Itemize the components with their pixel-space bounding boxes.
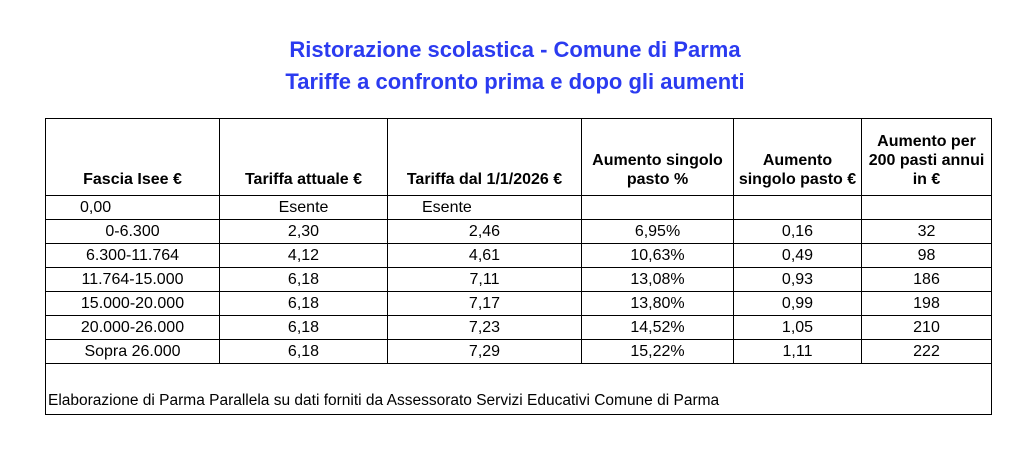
cell-fascia: 0-6.300 (46, 220, 220, 244)
table-row (46, 316, 992, 340)
header-fascia-isee: Fascia Isee € (46, 119, 220, 196)
footnote-row (46, 364, 992, 415)
cell-aumento-percent: 15,22% (582, 340, 734, 364)
footnote: Elaborazione di Parma Parallela su dati forniti da Assessorato Servizi Educativi Comune di Parma (46, 364, 992, 415)
table-row (46, 340, 992, 364)
table-row (46, 196, 992, 220)
cell-tariffa-2026: 7,17 (388, 292, 582, 316)
cell-aumento-200: 32 (862, 220, 992, 244)
header-aumento-percent: Aumento singolo pasto % (582, 119, 734, 196)
cell-tariffa-attuale: 6,18 (220, 340, 388, 364)
table-row (46, 292, 992, 316)
cell-fascia: 20.000-26.000 (46, 316, 220, 340)
table-header-row (46, 119, 992, 196)
cell-fascia: Sopra 26.000 (46, 340, 220, 364)
tariff-table (45, 118, 992, 415)
cell-aumento-200: 210 (862, 316, 992, 340)
cell-aumento-200: 186 (862, 268, 992, 292)
cell-aumento-percent: 6,95% (582, 220, 734, 244)
cell-aumento-percent: 13,08% (582, 268, 734, 292)
cell-aumento-euro: 0,16 (734, 220, 862, 244)
cell-aumento-percent: 10,63% (582, 244, 734, 268)
table-row (46, 244, 992, 268)
cell-aumento-euro: 0,49 (734, 244, 862, 268)
cell-tariffa-2026: Esente (388, 196, 582, 220)
cell-tariffa-attuale: Esente (220, 196, 388, 220)
cell-tariffa-2026: 2,46 (388, 220, 582, 244)
cell-aumento-percent: 14,52% (582, 316, 734, 340)
cell-aumento-percent: 13,80% (582, 292, 734, 316)
cell-fascia: 0,00 (46, 196, 220, 220)
cell-tariffa-attuale: 6,18 (220, 268, 388, 292)
table-row (46, 220, 992, 244)
page-subtitle: Tariffe a confronto prima e dopo gli aumenti (285, 69, 745, 94)
cell-aumento-euro: 1,05 (734, 316, 862, 340)
header-tariffa-2026: Tariffa dal 1/1/2026 € (388, 119, 582, 196)
cell-aumento-euro: 0,99 (734, 292, 862, 316)
cell-fascia: 11.764-15.000 (46, 268, 220, 292)
cell-fascia: 15.000-20.000 (46, 292, 220, 316)
cell-tariffa-attuale: 2,30 (220, 220, 388, 244)
page-title: Ristorazione scolastica - Comune di Parma (289, 37, 741, 62)
cell-tariffa-attuale: 6,18 (220, 292, 388, 316)
cell-aumento-euro (734, 196, 862, 220)
header-tariffa-attuale: Tariffa attuale € (220, 119, 388, 196)
cell-aumento-200: 98 (862, 244, 992, 268)
cell-fascia: 6.300-11.764 (46, 244, 220, 268)
cell-aumento-200: 222 (862, 340, 992, 364)
cell-tariffa-2026: 4,61 (388, 244, 582, 268)
table-row (46, 268, 992, 292)
header-aumento-200-pasti: Aumento per 200 pasti annui in € (862, 119, 992, 196)
cell-aumento-percent (582, 196, 734, 220)
cell-aumento-200: 198 (862, 292, 992, 316)
cell-tariffa-2026: 7,29 (388, 340, 582, 364)
cell-aumento-euro: 1,11 (734, 340, 862, 364)
cell-aumento-euro: 0,93 (734, 268, 862, 292)
cell-tariffa-2026: 7,11 (388, 268, 582, 292)
cell-tariffa-attuale: 6,18 (220, 316, 388, 340)
cell-tariffa-attuale: 4,12 (220, 244, 388, 268)
cell-tariffa-2026: 7,23 (388, 316, 582, 340)
cell-aumento-200 (862, 196, 992, 220)
header-aumento-euro: Aumento singolo pasto € (734, 119, 862, 196)
